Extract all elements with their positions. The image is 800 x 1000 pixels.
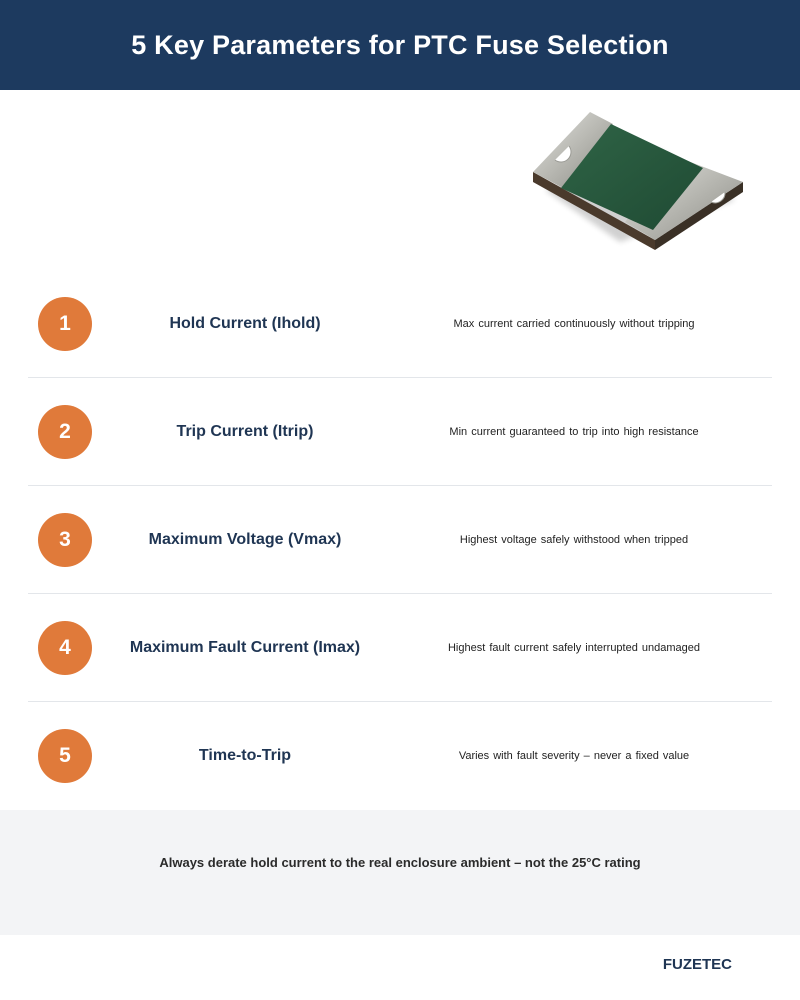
parameter-row	[28, 486, 772, 594]
parameter-row	[28, 378, 772, 486]
page-title: 5 Key Parameters for PTC Fuse Selection	[131, 29, 669, 60]
parameter-description: Varies with fault severity – never a fixed value	[458, 750, 690, 762]
note-band	[0, 810, 800, 935]
number-label: 4	[59, 636, 71, 659]
parameters-list	[28, 270, 772, 810]
parameter-row	[28, 270, 772, 378]
number-badge	[38, 405, 92, 459]
parameter-description: Min current guaranteed to trip into high resistance	[449, 426, 699, 438]
parameter-name: Trip Current (Itrip)	[176, 423, 314, 440]
parameter-name: Time-to-Trip	[198, 747, 292, 764]
number-badge	[38, 297, 92, 351]
parameter-description: Highest fault current safely interrupted undamaged	[447, 642, 701, 654]
parameter-row	[28, 702, 772, 810]
number-badge	[38, 513, 92, 567]
number-label: 3	[59, 528, 71, 551]
parameter-name: Maximum Voltage (Vmax)	[148, 531, 342, 548]
header-banner	[0, 0, 800, 90]
parameter-description: Highest voltage safely withstood when tripped	[459, 534, 689, 546]
parameter-description: Max current carried continuously without tripping	[453, 318, 695, 330]
number-label: 1	[59, 312, 71, 335]
brand-logo-text: FUZETEC	[662, 956, 732, 973]
number-badge	[38, 621, 92, 675]
parameter-name: Hold Current (Ihold)	[169, 315, 321, 332]
parameter-name: Maximum Fault Current (Imax)	[129, 639, 361, 656]
number-label: 2	[59, 420, 71, 443]
parameter-row	[28, 594, 772, 702]
number-label: 5	[59, 744, 71, 767]
derating-note: Always derate hold current to the real enclosure ambient – not the 25°C rating	[159, 855, 641, 870]
number-badge	[38, 729, 92, 783]
ptc-fuse-image	[525, 100, 750, 260]
